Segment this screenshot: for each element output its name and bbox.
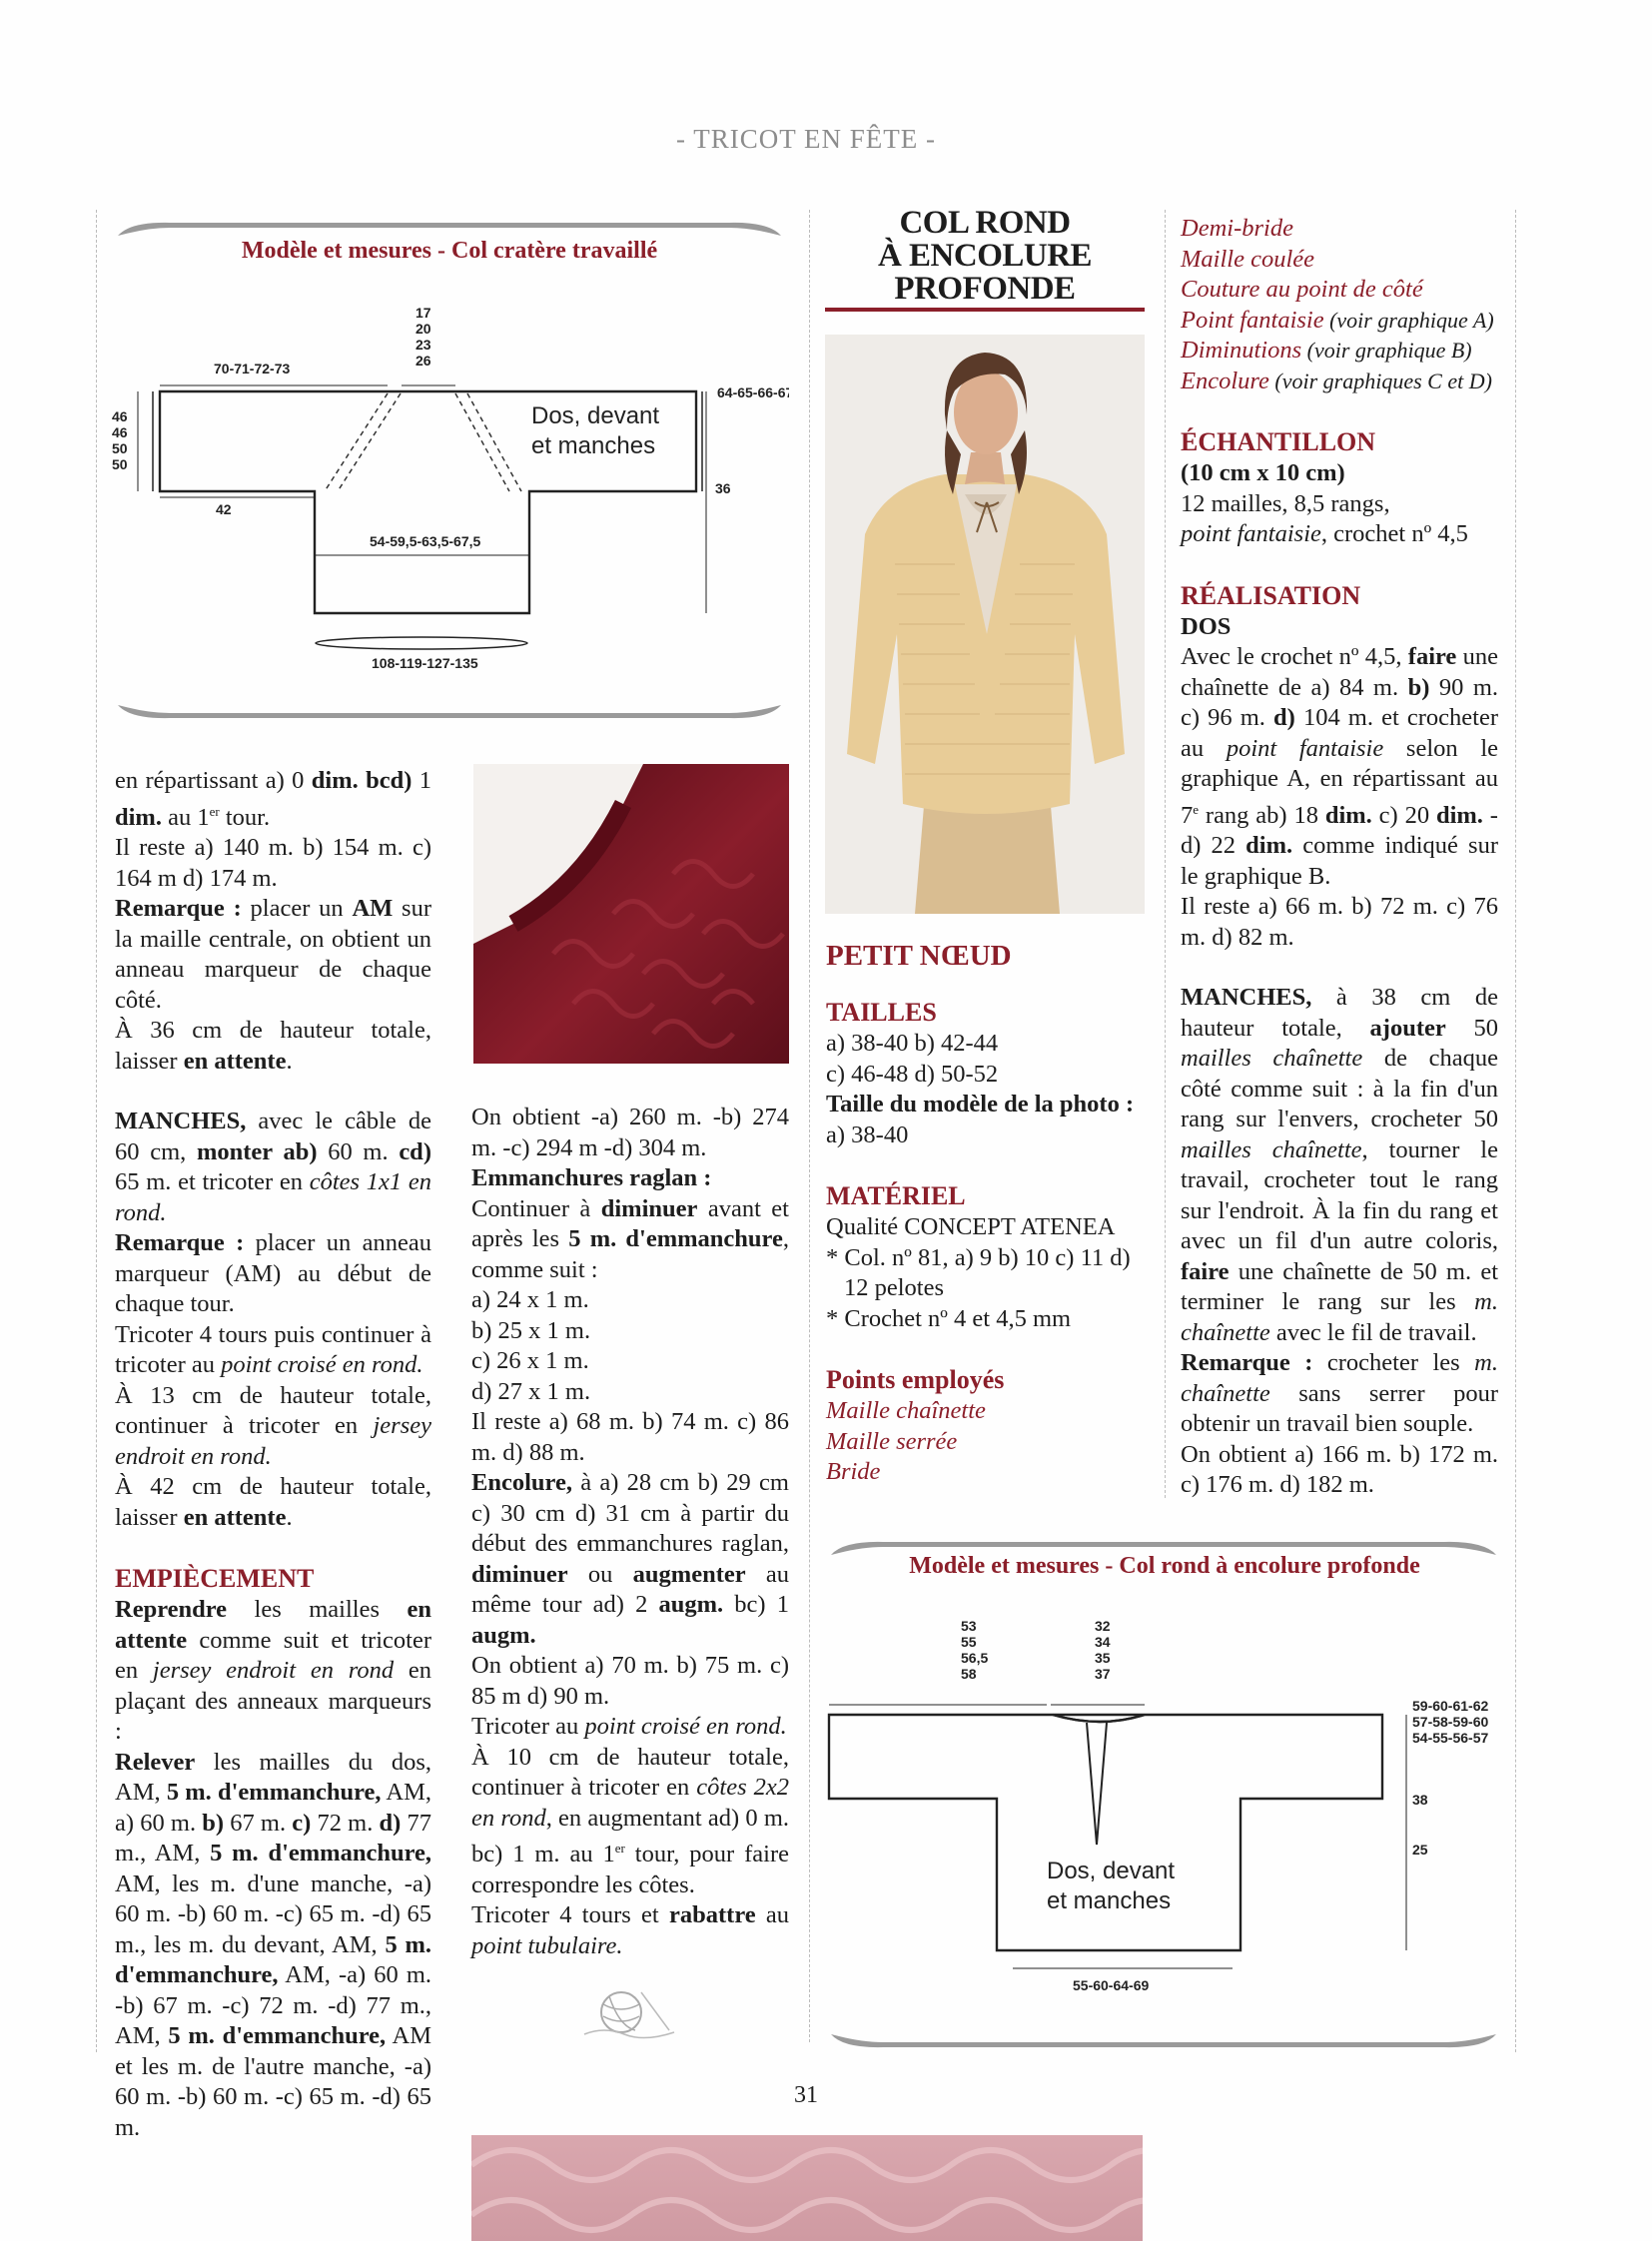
- piece-label-2: et manches: [1047, 1887, 1172, 1914]
- final-count: On obtient a) 166 m. b) 172 m. c) 176 m. d) 182 m.: [1181, 1440, 1498, 1499]
- stitch-3: Couture au point de côté: [1181, 276, 1423, 303]
- dim-neck-1: 17: [415, 305, 431, 321]
- col1-para-6: À 42 cm de hauteur totale, laisser en attente.: [115, 1473, 431, 1531]
- col2-q5: b) 25 x 1 m.: [471, 1316, 591, 1344]
- dim-left-d: 58: [961, 1666, 977, 1682]
- dim-right-top: 64-65-66-67: [717, 384, 789, 400]
- empiecement-heading: EMPIÈCEMENT: [115, 1564, 315, 1594]
- echantillon-2: 12 mailles, 8,5 rangs,: [1181, 489, 1390, 517]
- col2-q11: Tricoter au point croisé en rond.: [471, 1713, 787, 1740]
- dim-36: 36: [715, 480, 731, 496]
- stitch-4: Point fantaisie (voir graphique A): [1181, 306, 1494, 334]
- red-knit-texture: [473, 764, 789, 1064]
- manches-para: MANCHES, à 38 cm de hauteur totale, ajouter 50 mailles chaînette de chaque côté comme suit : à la fin d'un rang sur l'envers, crocheter 50 mailles chaînette, tourner le travail, crocheter tout le rang sur l'endroit. À la fin du rang et avec un fil d'un autre coloris, faire une chaînette de 50 m. et terminer le rang sur les m. chaînette avec le fil de travail.: [1181, 984, 1498, 1346]
- col1-para-1: en répartissant a) 0 dim. bcd) 1 dim. au 1er tour.: [115, 767, 431, 831]
- dim-left-a: 53: [961, 1618, 977, 1634]
- left-diagram-caption: Modèle et mesures - Col cratère travaillé: [241, 238, 658, 264]
- yarn-ball-icon: [579, 1982, 679, 2042]
- point-3: Bride: [826, 1458, 881, 1485]
- col2-q2: Emmanchures raglan :: [471, 1164, 712, 1191]
- col2-q1: On obtient -a) 260 m. -b) 274 m. -c) 294 m -d) 304 m.: [471, 1104, 789, 1161]
- col1-para-3: À 36 cm de hauteur totale, laisser en attente.: [115, 1017, 431, 1075]
- point-2: Maille serrée: [826, 1427, 958, 1455]
- running-header: - TRICOT EN FÊTE -: [676, 124, 936, 154]
- dos-para-1: Avec le crochet nº 4,5, faire une chaînette de a) 84 m. b) 90 m. c) 96 m. d) 104 m. et crocheter au point fantaisie selon le graphique A, en répartissant au 7e rang ab) 18 dim. c) 20 dim. -d) 22 dim. comme indiqué sur le graphique B.: [1181, 643, 1499, 890]
- col2-q9: Encolure, à a) 28 cm b) 29 cm c) 30 cm d) 31 cm à partir du début des emmanchures raglan, diminuer ou augmenter au même tour ad) 2 augm. bc) 1 augm.: [471, 1469, 790, 1649]
- pink-knit-texture: [471, 2135, 1143, 2241]
- dim-right-c: 54-55-56-57: [1412, 1730, 1489, 1746]
- dim-neck-2: 20: [415, 321, 431, 337]
- model-photo: [825, 335, 1145, 914]
- dim-body-width: 54-59,5-63,5-67,5: [370, 533, 481, 549]
- dim-right-a: 59-60-61-62: [1412, 1698, 1489, 1714]
- dim-left-4: 50: [112, 456, 128, 472]
- left-diagram: [110, 214, 789, 723]
- col1-para-5: À 13 cm de hauteur totale, continuer à tricoter en jersey endroit en rond.: [115, 1381, 431, 1470]
- column-4: [1181, 214, 1498, 1501]
- model-illustration: [825, 335, 1145, 914]
- col2-q4: a) 24 x 1 m.: [471, 1286, 589, 1313]
- materiel-1: Qualité CONCEPT ATENEA: [826, 1213, 1116, 1240]
- col1-emp-1: Reprendre les mailles en attente comme suit et tricoter en jersey endroit en rond en plaçant des anneaux marqueurs :: [115, 1596, 431, 1746]
- right-diagram-svg: [825, 1533, 1504, 2052]
- stitch-5: Diminutions (voir graphique B): [1181, 337, 1472, 364]
- col2-q3: Continuer à diminuer avant et après les 5 m. d'emmanchure, comme suit :: [471, 1194, 789, 1283]
- tailles-1: a) 38-40 b) 42-44: [826, 1030, 999, 1057]
- pink-knit-photo: [471, 2135, 1143, 2241]
- piece-label-1: Dos, devant: [1047, 1858, 1176, 1884]
- dim-left-1: 46: [112, 408, 128, 424]
- pattern-title: COL ROND À ENCOLURE PROFONDE: [877, 205, 1093, 307]
- red-knit-photo: [473, 764, 789, 1064]
- tailles-4: a) 38-40: [826, 1120, 909, 1148]
- page-number: 31: [794, 2082, 818, 2108]
- dos-heading: DOS: [1181, 612, 1232, 640]
- col2-q8: Il reste a) 68 m. b) 74 m. c) 86 m. d) 88 m.: [471, 1408, 789, 1466]
- column-3: [826, 939, 1146, 1488]
- materiel-3: * Crochet nº 4 et 4,5 mm: [826, 1304, 1072, 1332]
- piece-label-2: et manches: [531, 432, 656, 459]
- dim-left-3: 50: [112, 440, 128, 456]
- col1-para-2: Il reste a) 140 m. b) 154 m. c) 164 m d) 174 m.: [115, 834, 431, 892]
- realisation-heading: RÉALISATION: [1181, 580, 1361, 610]
- column-1: [115, 766, 431, 2143]
- right-diagram-caption: Modèle et mesures - Col rond à encolure profonde: [909, 1553, 1420, 1579]
- dim-hem: 108-119-127-135: [372, 655, 478, 671]
- dim-sleeve-width: 70-71-72-73: [214, 361, 291, 376]
- stitch-1: Demi-bride: [1181, 215, 1293, 242]
- points-heading: Points employés: [826, 1365, 1005, 1394]
- piece-label-1: Dos, devant: [531, 402, 660, 429]
- col2-q12: À 10 cm de hauteur totale, continuer à tricoter en côtes 2x2 en rond, en augmentant ad) 0 m. bc) 1 m. au 1er tour, pour faire correspondre les côtes.: [471, 1743, 790, 1898]
- col1-remark: Remarque : placer un AM sur la maille centrale, on obtient un anneau marqueur de chaque côté.: [115, 895, 431, 1014]
- column-rule: [96, 210, 97, 2052]
- col1-remark-2: Remarque : placer un anneau marqueur (AM) au début de chaque tour.: [115, 1229, 431, 1318]
- tailles-2: c) 46-48 d) 50-52: [826, 1060, 999, 1088]
- dim-neck-c: 35: [1095, 1650, 1111, 1666]
- dim-25: 25: [1412, 1842, 1428, 1858]
- dim-bottom: 55-60-64-69: [1073, 1977, 1150, 1993]
- column-rule: [1165, 210, 1166, 1498]
- dim-38: 38: [1412, 1792, 1428, 1808]
- dos-para-2: Il reste a) 66 m. b) 72 m. c) 76 m. d) 82 m.: [1181, 893, 1498, 951]
- materiel-2: * Col. nº 81, a) 9 b) 10 c) 11 d) 12 pelotes: [826, 1243, 1131, 1301]
- echantillon-heading: ÉCHANTILLON: [1181, 427, 1376, 456]
- dim-left-2: 46: [112, 424, 128, 440]
- title-underline: [825, 308, 1145, 312]
- col1-emp-2: Relever les mailles du dos, AM, 5 m. d'emmanchure, AM, a) 60 m. b) 67 m. c) 72 m. d) 77 m., AM, 5 m. d'emmanchure, AM, les m. d'une manche, -a) 60 m. -b) 60 m. -c) 65 m. -d) 65 m., les m. du devant, AM, 5 m. d'emmanchure, AM, -a) 60 m. -b) 67 m. -c) 72 m. -d) 77 m., AM, 5 m. d'emmanchure, AM et les m. de l'autre manche, -a) 60 m. -b) 60 m. -c) 65 m. -d) 65 m.: [115, 1748, 432, 2141]
- column-rule: [1515, 210, 1516, 2052]
- dim-neck-d: 37: [1095, 1666, 1111, 1682]
- dim-42: 42: [216, 501, 232, 517]
- dim-neck-a: 32: [1095, 1618, 1111, 1634]
- column-2: [471, 1103, 789, 1961]
- col1-manches: MANCHES, avec le câble de 60 cm, monter ab) 60 m. cd) 65 m. et tricoter en côtes 1x1 en rond.: [115, 1108, 431, 1226]
- remarque-para: Remarque : crocheter les m. chaînette sans serrer pour obtenir un travail bien souple.: [1181, 1349, 1498, 1438]
- left-diagram-svg: [110, 214, 789, 723]
- right-diagram: [825, 1533, 1504, 2052]
- materiel-heading: MATÉRIEL: [826, 1181, 966, 1210]
- col2-q10: On obtient a) 70 m. b) 75 m. c) 85 m d) 90 m.: [471, 1652, 789, 1710]
- dim-neck-4: 26: [415, 353, 431, 369]
- dim-right-b: 57-58-59-60: [1412, 1714, 1489, 1730]
- point-1: Maille chaînette: [826, 1397, 986, 1424]
- dim-neck-3: 23: [415, 337, 431, 353]
- stitch-2: Maille coulée: [1181, 245, 1315, 273]
- petit-noeud-heading: PETIT NŒUD: [826, 940, 1012, 972]
- dim-left-b: 55: [961, 1634, 977, 1650]
- stitch-6: Encolure (voir graphiques C et D): [1181, 367, 1492, 394]
- col2-q7: d) 27 x 1 m.: [471, 1377, 591, 1405]
- dim-left-c: 56,5: [961, 1650, 989, 1666]
- dim-neck-b: 34: [1095, 1634, 1111, 1650]
- echantillon-1: (10 cm x 10 cm): [1181, 459, 1345, 486]
- column-rule: [809, 210, 810, 2042]
- echantillon-3: point fantaisie, crochet nº 4,5: [1181, 520, 1468, 547]
- col1-para-4: Tricoter 4 tours puis continuer à tricoter au point croisé en rond.: [115, 1320, 431, 1379]
- tailles-3: Taille du modèle de la photo :: [826, 1091, 1135, 1118]
- tailles-heading: TAILLES: [826, 998, 937, 1027]
- col2-q6: c) 26 x 1 m.: [471, 1347, 589, 1374]
- col2-q13: Tricoter 4 tours et rabattre au point tubulaire.: [471, 1901, 790, 1959]
